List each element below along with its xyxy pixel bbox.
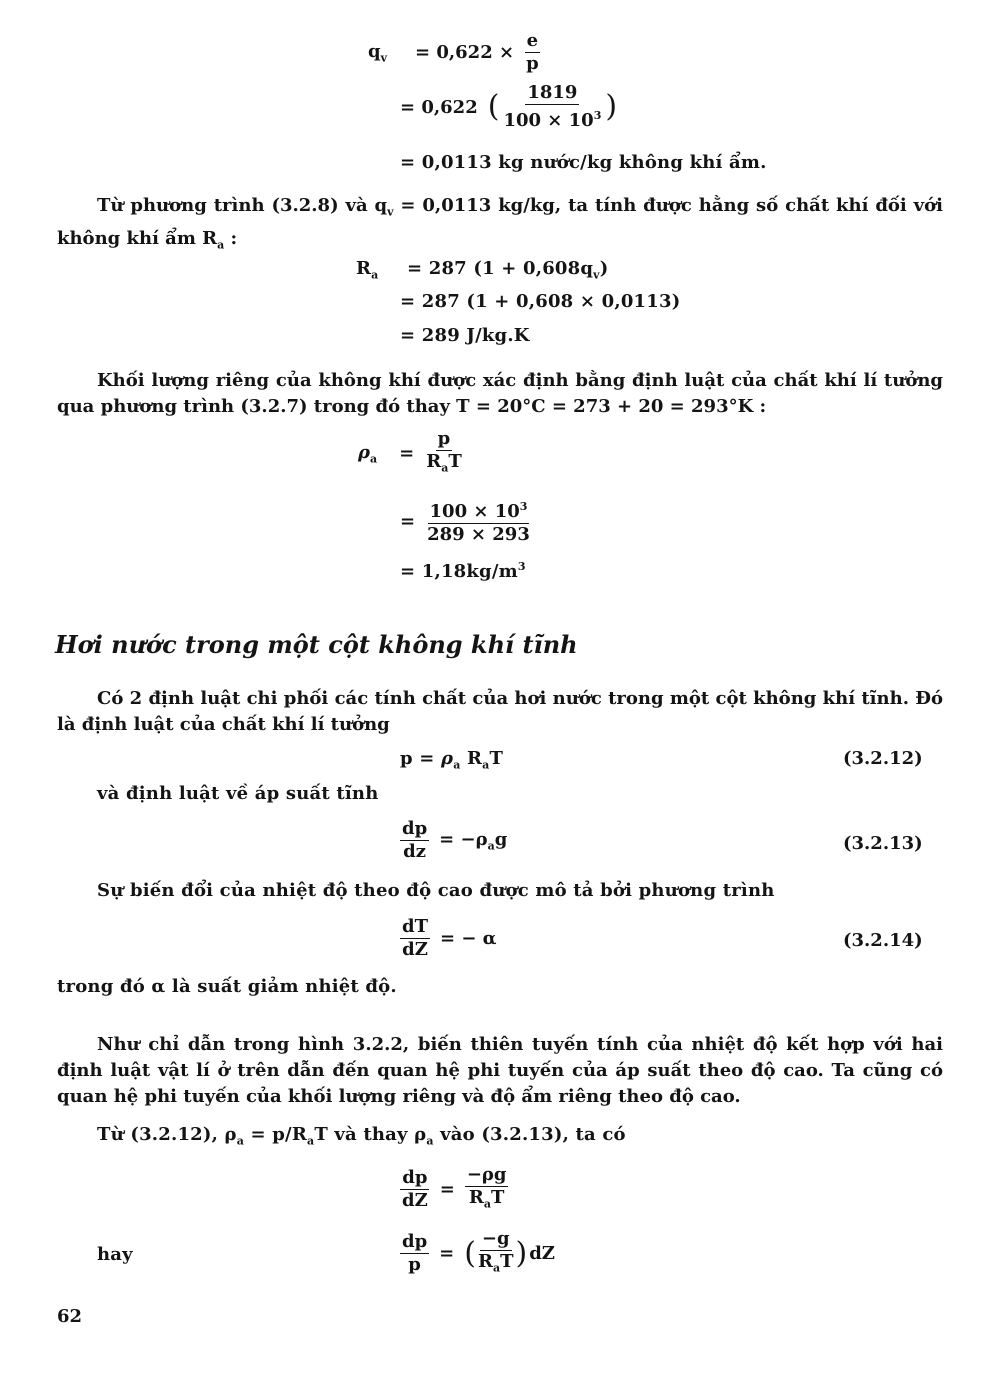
page-number: 62 [57, 1306, 83, 1327]
paragraph-8: Từ (3.2.12), $\rho_a = p/R_aT$ và thay $\rho_a$ vào (3.2.13), ta có [97, 1124, 626, 1148]
eq-qv-fraction2 [501, 82, 603, 132]
paragraph-5: Sự biến đổi của nhiệt độ theo độ cao được mô tả bởi phương trình [97, 880, 775, 901]
eq-rho-fraction1: $\frac{p}{R_aT}$ [426, 428, 462, 475]
paragraph-1: Từ phương trình (3.2.8) và $q_v = 0,0113$ kg/kg, ta tính được hằng số chất khí đối với không khí ẩm $R_a$ : [57, 195, 943, 252]
eq-qv-line2-den-sup: 3 [593, 109, 602, 122]
eq-qv-lhs: q [368, 40, 381, 62]
eq-qv-lhs-sub: v [380, 51, 387, 65]
paragraph-2: Khối lượng riêng của không khí được xác định bằng định luật của chất khí lí tưởng qua phương trình (3.2.7) trong đó thay T = 20°C = 273 + 20 = 293°K : [57, 370, 943, 417]
eq-3-2-14: $\frac{dT}{dZ}$ = − α [402, 916, 497, 960]
eq-qv-num: e [526, 30, 539, 51]
eq-qv-line2 [400, 82, 617, 132]
open-paren: ( [487, 89, 500, 124]
close-paren: ) [605, 89, 618, 124]
eq-final-1: $\frac{dp}{dZ}$ = $\frac{-\rho g}{R_aT}$ [402, 1164, 507, 1212]
eq-qv-line2-text: = 0,622 [400, 96, 478, 118]
eq-ra-line3: = 289 J/kg.K [400, 325, 530, 346]
paragraph-4: và định luật về áp suất tĩnh [97, 783, 379, 804]
section-heading: Hơi nước trong một cột không khí tĩnh [55, 630, 578, 659]
eq-qv-line3: = 0,0113 kg nước/kg không khí ẩm. [400, 152, 767, 173]
eq-label-3-2-12: (3.2.12) [843, 748, 923, 769]
eq-qv-den: p [526, 53, 539, 74]
eq-rho-line1: $\rho_a$ = $\frac{p}{R_aT}$ [358, 428, 464, 480]
hay-label: hay [97, 1244, 133, 1265]
eq-ra-line2: = 287 (1 + 0,608 × 0,0113) [400, 291, 681, 312]
eq-label-3-2-13: (3.2.13) [843, 833, 923, 854]
eq-final-2: $\frac{dp}{p}$ = ( $\frac{-g}{R_aT}$ ) dZ [402, 1228, 555, 1276]
eq-qv-line1-text: = 0,622 × [415, 42, 515, 63]
eq-rho-line2: = $\frac{100 \times 10^3}{289 \times 293}$ [400, 496, 532, 546]
eq-3-2-12: $p = \rho_a$ $R_aT$ [400, 748, 504, 772]
eq-3-2-13: $\frac{dp}{dz}$ = $-\rho_ag$ [402, 818, 508, 862]
eq-qv-line2-num: 1819 [527, 82, 578, 103]
eq-qv-line2-den: 100 × 10 [503, 110, 594, 131]
eq-rho-line3: = $1,18kg/m^3$ [400, 560, 526, 582]
eq-ra-line1: $R_a = 287$ $(1 + 0,608q_v)$ [356, 258, 609, 282]
paragraph-3: Có 2 định luật chi phối các tính chất của hơi nước trong một cột không khí tĩnh. Đó là định luật của chất khí lí tưởng [57, 688, 943, 735]
eq-rho-fraction2: $\frac{100 \times 10^3}{289 \times 293}$ [425, 496, 532, 546]
paragraph-6: trong đó α là suất giảm nhiệt độ. [57, 976, 397, 997]
paragraph-7: Như chỉ dẫn trong hình 3.2.2, biến thiên tuyến tính của nhiệt độ kết hợp với hai định luật vật lí ở trên dẫn đến quan hệ phi tuyến của áp suất theo độ cao. Ta cũng có quan hệ phi tuyến của khối lượng riêng và độ ẩm riêng theo độ cao. [57, 1034, 943, 1107]
eq-qv-fraction [524, 30, 541, 75]
eq-label-3-2-14: (3.2.14) [843, 930, 923, 951]
eq-qv-line1 [368, 30, 541, 75]
